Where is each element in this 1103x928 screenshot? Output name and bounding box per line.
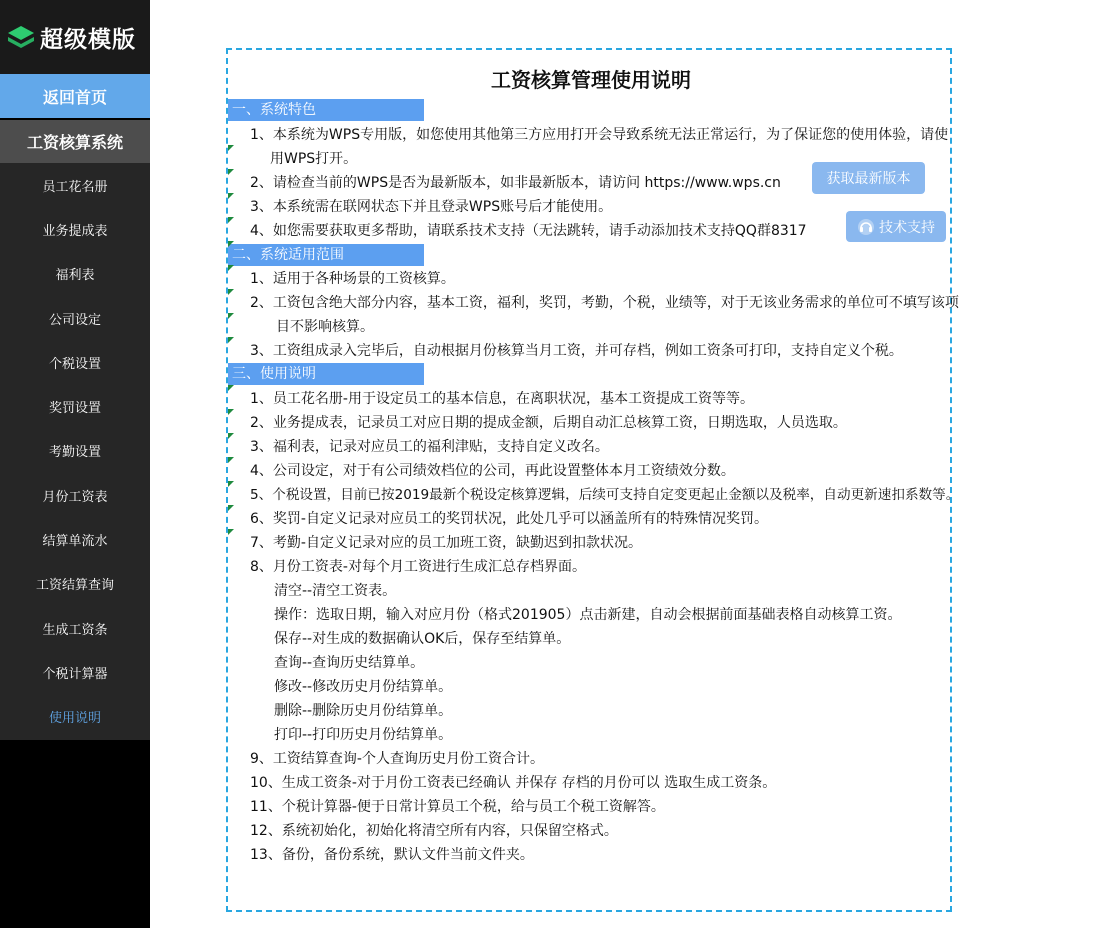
list-item: 查询--查询历史结算单。 — [274, 655, 425, 671]
get-latest-version-button[interactable] — [812, 162, 925, 194]
sidebar-item-payslip[interactable]: 生成工资条 — [42, 622, 108, 638]
list-item: 5、个税设置，目前已按2019最新个税设定核算逻辑，后续可支持自定变更起止金额以及税率，自动更新速扣系数等。 — [250, 487, 960, 503]
headset-icon — [857, 218, 875, 236]
logo — [0, 0, 150, 74]
list-item: 8、月份工资表-对每个月工资进行生成汇总存档界面。 — [250, 559, 586, 575]
list-item: 清空--清空工资表。 — [274, 583, 397, 599]
system-title: 工资核算系统 — [0, 120, 150, 163]
sidebar-item-attendance[interactable]: 考勤设置 — [48, 445, 101, 461]
list-item: 删除--删除历史月份结算单。 — [274, 703, 453, 719]
list-item: 11、个税计算器-便于日常计算员工个税，给与员工个税工资解答。 — [250, 799, 665, 815]
list-item: 1、适用于各种场景的工资核算。 — [250, 271, 455, 287]
tech-support-label: 技术支持 — [879, 219, 935, 236]
list-item: 1、本系统为WPS专用版，如您使用其他第三方应用打开会导致系统无法正常运行，为了保证您的使用体验，请使 — [250, 127, 949, 143]
brand-name: 超级模版 — [40, 26, 136, 53]
list-item: 2、业务提成表，记录员工对应日期的提成金额，后期自动汇总核算工资，日期选取，人员选取。 — [250, 415, 847, 431]
sidebar-item-query[interactable]: 工资结算查询 — [35, 578, 114, 594]
list-item: 目不影响核算。 — [276, 319, 374, 335]
page-title: 工资核算管理使用说明 — [491, 68, 691, 92]
sidebar-item-company[interactable]: 公司设定 — [48, 312, 101, 328]
sidebar-item-roster[interactable]: 员工花名册 — [42, 179, 108, 195]
list-item: 打印--打印历史月份结算单。 — [274, 727, 453, 743]
sidebar — [0, 0, 150, 928]
list-item: 10、生成工资条-对于月份工资表已经确认 并保存 存档的月份可以 选取生成工资条。 — [250, 775, 777, 791]
list-item: 操作：选取日期，输入对应月份（格式201905）点击新建，自动会根据前面基础表格自动核算工资。 — [274, 607, 902, 623]
list-item: 6、奖罚-自定义记录对应员工的奖罚状况，此处几乎可以涵盖所有的特殊情况奖罚。 — [250, 511, 768, 527]
sidebar-item-commission[interactable]: 业务提成表 — [42, 223, 108, 239]
sidebar-item-tax[interactable]: 个税设置 — [48, 356, 101, 372]
list-item: 3、福利表，记录对应员工的福利津贴，支持自定义改名。 — [250, 439, 609, 455]
sidebar-item-tax-calc[interactable]: 个税计算器 — [42, 666, 108, 682]
sidebar-item-monthly-payroll[interactable]: 月份工资表 — [42, 489, 108, 505]
list-item: 修改--修改历史月份结算单。 — [274, 679, 453, 695]
list-item: 1、员工花名册-用于设定员工的基本信息，在离职状况，基本工资提成工资等等。 — [250, 391, 754, 407]
list-item: 7、考勤-自定义记录对应的员工加班工资，缺勤迟到扣款状况。 — [250, 535, 642, 551]
list-item: 3、本系统需在联网状态下并且登录WPS账号后才能使用。 — [250, 199, 613, 215]
list-item: 2、请检查当前的WPS是否为最新版本，如非最新版本，请访问 https://www.wps.cn — [250, 175, 781, 191]
list-item: 保存--对生成的数据确认OK后，保存至结算单。 — [274, 631, 571, 647]
list-item: 2、工资包含绝大部分内容，基本工资，福利，奖罚，考勤，个税，业绩等，对于无该业务需求的单位可不填写该项 — [250, 295, 959, 311]
list-item: 9、工资结算查询-个人查询历史月份工资合计。 — [250, 751, 544, 767]
list-item: 13、备份，备份系统，默认文件当前文件夹。 — [250, 847, 534, 863]
sidebar-item-manual[interactable]: 使用说明 — [48, 711, 101, 727]
list-item: 4、如您需要获取更多帮助，请联系技术支持（无法跳转，请手动添加技术支持QQ群8317 — [250, 223, 807, 239]
list-item: 3、工资组成录入完毕后，自动根据月份核算当月工资，并可存档，例如工资条可打印，支持自定义个税。 — [250, 343, 903, 359]
home-button[interactable]: 返回首页 — [0, 74, 150, 118]
section-heading-features: 一、系统特色 — [228, 99, 424, 121]
sidebar-item-reward[interactable]: 奖罚设置 — [48, 401, 101, 417]
list-item: 用WPS打开。 — [270, 151, 358, 167]
sidebar-menu — [0, 163, 150, 740]
layers-icon — [6, 22, 36, 52]
tech-support-button[interactable] — [846, 211, 946, 242]
get-latest-version-label: 获取最新版本 — [826, 171, 911, 187]
sidebar-item-statement[interactable]: 结算单流水 — [42, 534, 108, 550]
section-heading-usage: 三、使用说明 — [228, 363, 424, 385]
sidebar-item-welfare[interactable]: 福利表 — [55, 268, 95, 284]
list-item: 4、公司设定，对于有公司绩效档位的公司，再此设置整体本月工资绩效分数。 — [250, 463, 735, 479]
section-heading-scope: 二、系统适用范围 — [228, 244, 424, 266]
list-item: 12、系统初始化，初始化将清空所有内容，只保留空格式。 — [250, 823, 618, 839]
